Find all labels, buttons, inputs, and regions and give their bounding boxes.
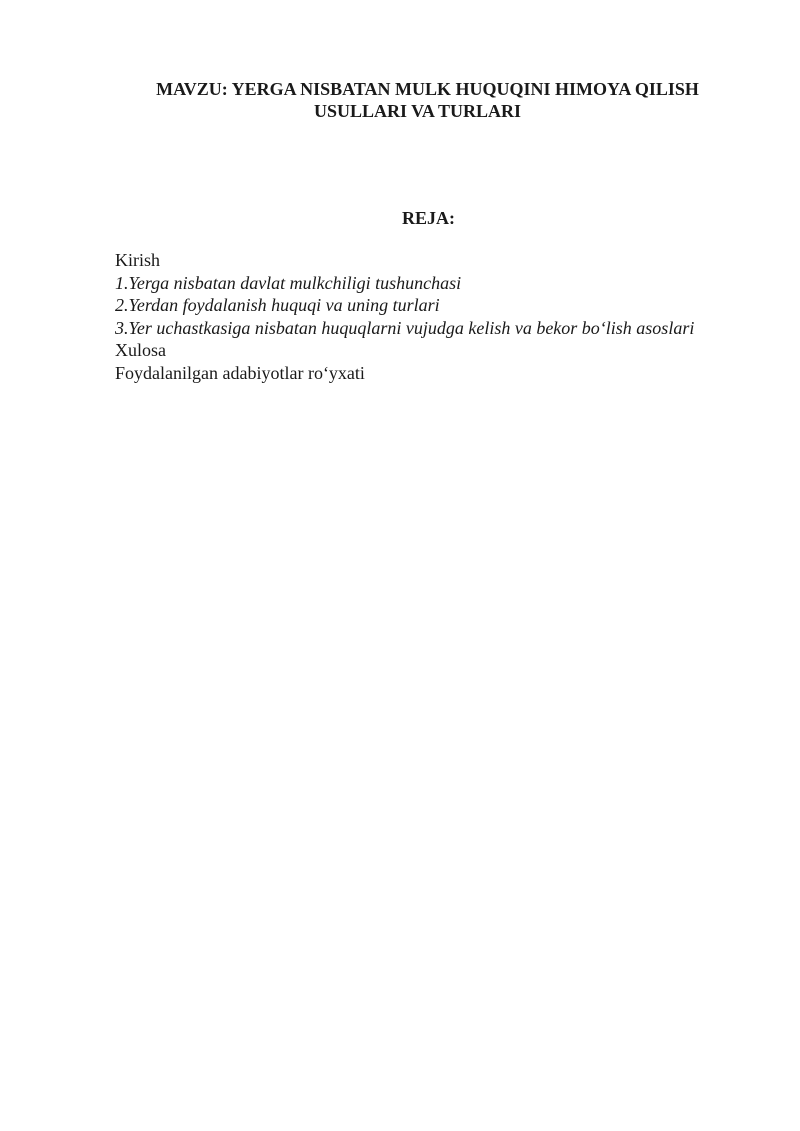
plan-item-1: 1.Yerga nisbatan davlat mulkchiligi tushunchasi — [115, 272, 462, 293]
plan-item-introduction: Kirish — [115, 250, 160, 270]
plan-item-conclusion: Xulosa — [115, 340, 166, 360]
plan-list — [115, 249, 755, 384]
plan-heading: REJA: — [402, 208, 455, 228]
document-title-line-2: USULLARI VA TURLARI — [313, 101, 522, 121]
document-title — [115, 78, 720, 122]
plan-item-references: Foydalanilgan adabiyotlar ro‘yxati — [115, 362, 365, 383]
plan-item-2: 2.Yerdan foydalanish huquqi va uning turlari — [115, 295, 440, 315]
plan-item-3: 3.Yer uchastkasiga nisbatan huquqlarni vujudga kelish va bekor bo‘lish asoslari — [115, 317, 695, 338]
document-title-line-1: MAVZU: YERGA NISBATAN MULK HUQUQINI HIMOYA QILISH — [156, 79, 699, 99]
